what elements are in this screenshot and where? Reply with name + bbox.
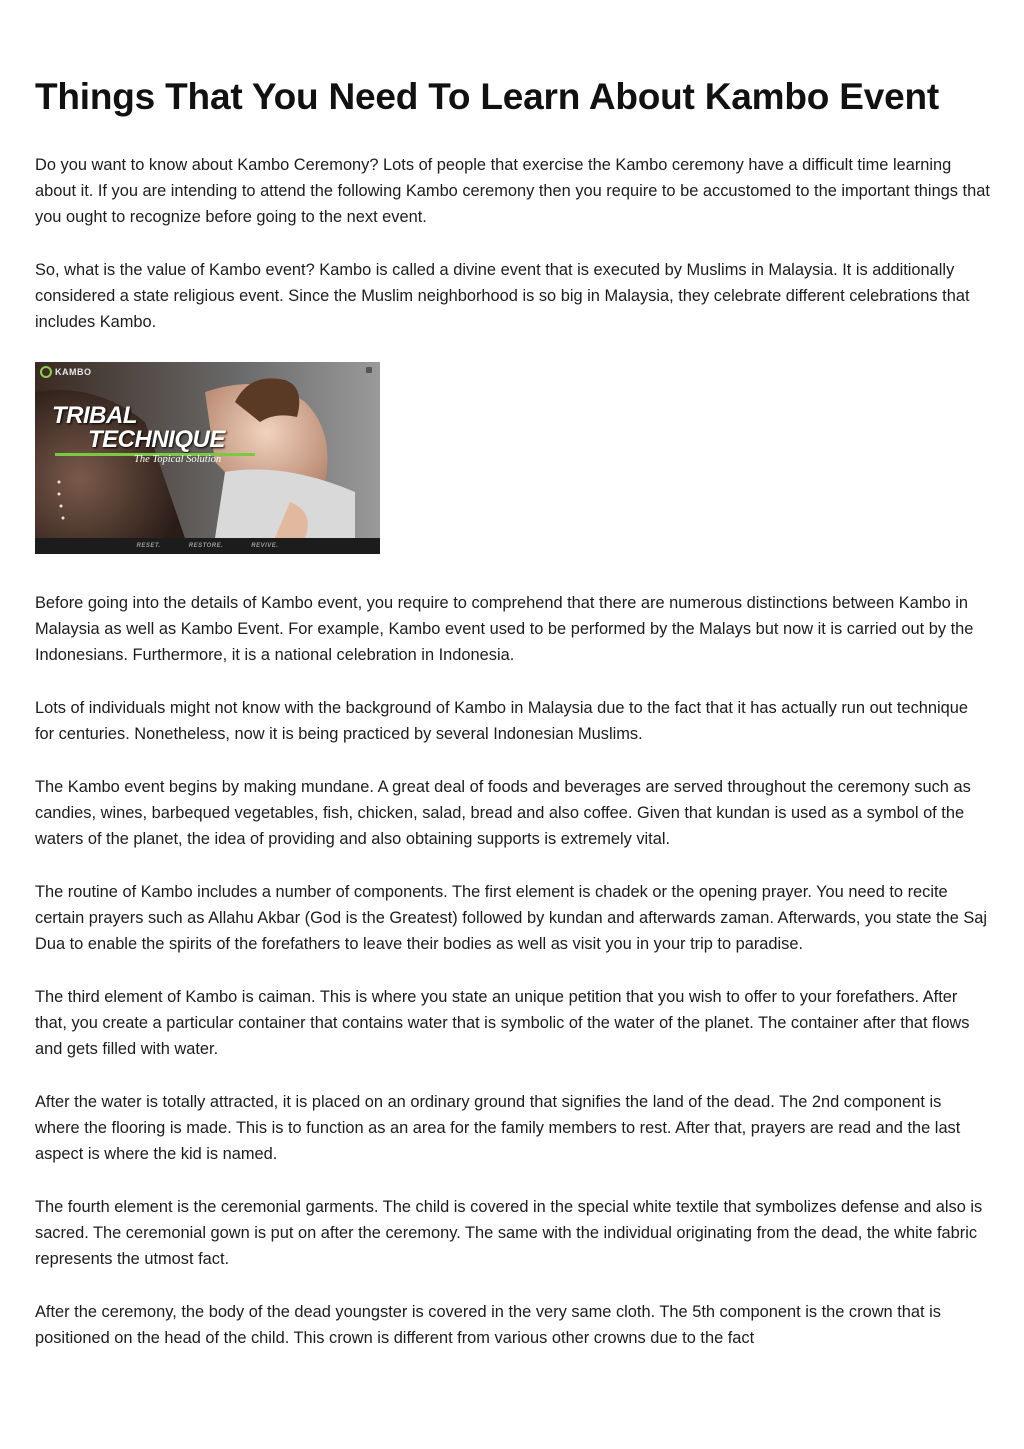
image-headline-line2: TECHNIQUE <box>88 426 225 453</box>
kambo-logo <box>40 365 92 379</box>
article-image <box>35 362 380 554</box>
menu-icon <box>366 367 372 373</box>
image-tagline: The Topical Solution <box>134 454 222 465</box>
paragraph-third-element: The third element of Kambo is caiman. This is where you state an unique petition that you wish to offer to your forefathers. After that, you create a particular container that contains water that is symbolic of the water of the planet. The container after that flows and gets filled with water. <box>35 988 970 1058</box>
paragraph-water: After the water is totally attracted, it is placed on an ordinary ground that signifies the land of the dead. The 2nd component is where the flooring is made. This is to function as an area for the family members to rest. After that, prayers are read and the last aspect is where the kid is named. <box>35 1093 961 1163</box>
footer-item-reset: RESET. <box>136 543 161 549</box>
article <box>35 72 990 1378</box>
paragraph-after-ceremony: After the ceremony, the body of the dead youngster is covered in the very same cloth. The 5th component is the crown that is positioned on the head of the child. This crown is different from various other crowns due to the fact <box>35 1303 941 1347</box>
paragraph-routine: The routine of Kambo includes a number of components. The first element is chadek or the opening prayer. You need to recite certain prayers such as Allahu Akbar (God is the Greatest) followed by kundan and afterwards zaman. Afterwards, you state the Saj Dua to enable the spirits of the forefathers to leave their bodies as well as visit you in your trip to paradise. <box>35 883 988 953</box>
paragraph-distinctions: Before going into the details of Kambo event, you require to comprehend that there are numerous distinctions between Kambo in Malaysia as well as Kambo Event. For example, Kambo event used to be performed by the Malays but now it is carried out by the Indonesians. Furthermore, it is a national celebration in Indonesia. <box>35 594 974 664</box>
paragraph-fourth-element: The fourth element is the ceremonial garments. The child is covered in the special white textile that symbolizes defense and also is sacred. The ceremonial gown is put on after the ceremony. The same with the individual originating from the dead, the white fabric represents the utmost fact. <box>35 1198 983 1268</box>
paragraph-background: Lots of individuals might not know with the background of Kambo in Malaysia due to the fact that it has actually run out technique for centuries. Nonetheless, now it is being practiced by several Indonesian Muslims. <box>35 699 968 743</box>
article-title: Things That You Need To Learn About Kambo Event <box>35 76 939 117</box>
paragraph-begins: The Kambo event begins by making mundane. A great deal of foods and beverages are served throughout the ceremony such as candies, wines, barbequed vegetables, fish, chicken, salad, bread and also coffee. Given that kundan is used as a symbol of the waters of the planet, the idea of providing and also obtaining supports is extremely vital. <box>35 778 971 848</box>
paragraph-intro: Do you want to know about Kambo Ceremony? Lots of people that exercise the Kambo ceremony have a difficult time learning about it. If you are intending to attend the following Kambo ceremony then you require to be accustomed to the important things that you ought to recognize before going to the next event. <box>35 156 990 226</box>
logo-text: KAMBO <box>55 367 92 377</box>
footer-item-revive: REVIVE. <box>251 543 279 549</box>
image-headline-line1: TRIBAL <box>52 402 137 429</box>
image-footer <box>35 538 380 554</box>
leaf-icon <box>40 366 52 378</box>
footer-item-restore: RESTORE. <box>188 543 224 549</box>
paragraph-value: So, what is the value of Kambo event? Kambo is called a divine event that is executed by Muslims in Malaysia. It is additionally considered a state religious event. Since the Muslim neighborhood is so big in Malaysia, they celebrate different celebrations that includes Kambo. <box>35 261 970 331</box>
